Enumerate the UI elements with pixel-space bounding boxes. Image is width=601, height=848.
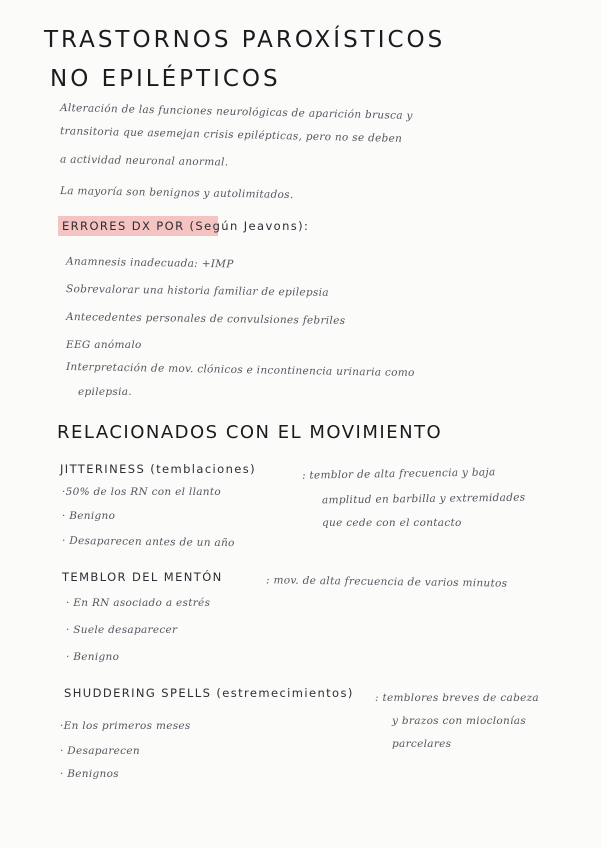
errors-item-4: EEG anómalo <box>66 339 142 351</box>
jitteriness-title: JITTERINESS (temblaciones) <box>60 462 257 476</box>
errors-item-1: Anamnesis inadecuada: +IMP <box>65 255 234 271</box>
jitteriness-item-1: ·50% de los RN con el llanto <box>62 486 222 498</box>
shuddering-item-2: · Desaparecen <box>60 745 140 757</box>
page-title-line2: NO EPILÉPTICOS <box>50 66 281 92</box>
jitteriness-item-2: · Benigno <box>62 510 116 522</box>
intro-line-4: La mayoría son benignos y autolimitados. <box>59 184 294 202</box>
movement-heading: RELACIONADOS CON EL MOVIMIENTO <box>57 422 443 443</box>
shuddering-desc-2: y brazos con mioclonías <box>392 715 527 727</box>
jitteriness-desc-1: : temblor de alta frecuencia y baja <box>301 466 496 482</box>
page-title-line1: TRASTORNOS PAROXÍSTICOS <box>44 27 446 53</box>
shuddering-item-1: ·En los primeros meses <box>60 720 191 732</box>
shuddering-desc-1: : temblores breves de cabeza <box>375 692 539 704</box>
intro-line-3: a actividad neuronal anormal. <box>59 153 229 169</box>
jitteriness-item-3: · Desaparecen antes de un año <box>61 534 235 550</box>
chin-title: TEMBLOR DEL MENTÓN <box>62 570 223 584</box>
chin-item-3: · Benigno <box>66 651 120 663</box>
errors-item-6: epilepsia. <box>78 386 132 398</box>
errors-heading: ERRORES DX POR (Según Jeavons): <box>62 219 310 233</box>
jitteriness-desc-3: que cede con el contacto <box>322 517 462 529</box>
errors-item-5: Interpretación de mov. clónicos e incontinencia urinaria como <box>65 360 415 380</box>
jitteriness-desc-2: amplitud en barbilla y extremidades <box>321 491 526 507</box>
chin-item-2: · Suele desaparecer <box>66 624 178 636</box>
chin-item-1: · En RN asociado a estrés <box>66 597 211 609</box>
errors-item-3: Antecedentes personales de convulsiones febriles <box>65 311 346 327</box>
errors-item-2: Sobrevalorar una historia familiar de epilepsia <box>65 283 329 299</box>
intro-line-1: Alteración de las funciones neurológicas de aparición brusca y <box>59 101 413 123</box>
shuddering-item-3: · Benignos <box>60 768 119 780</box>
shuddering-title: SHUDDERING SPELLS (estremecimientos) <box>64 686 354 700</box>
intro-line-2: transitoria que asemejan crisis epilépticas, pero no se deben <box>59 125 403 145</box>
shuddering-desc-3: parcelares <box>392 738 452 750</box>
chin-desc: : mov. de alta frecuencia de varios minutos <box>265 574 508 590</box>
